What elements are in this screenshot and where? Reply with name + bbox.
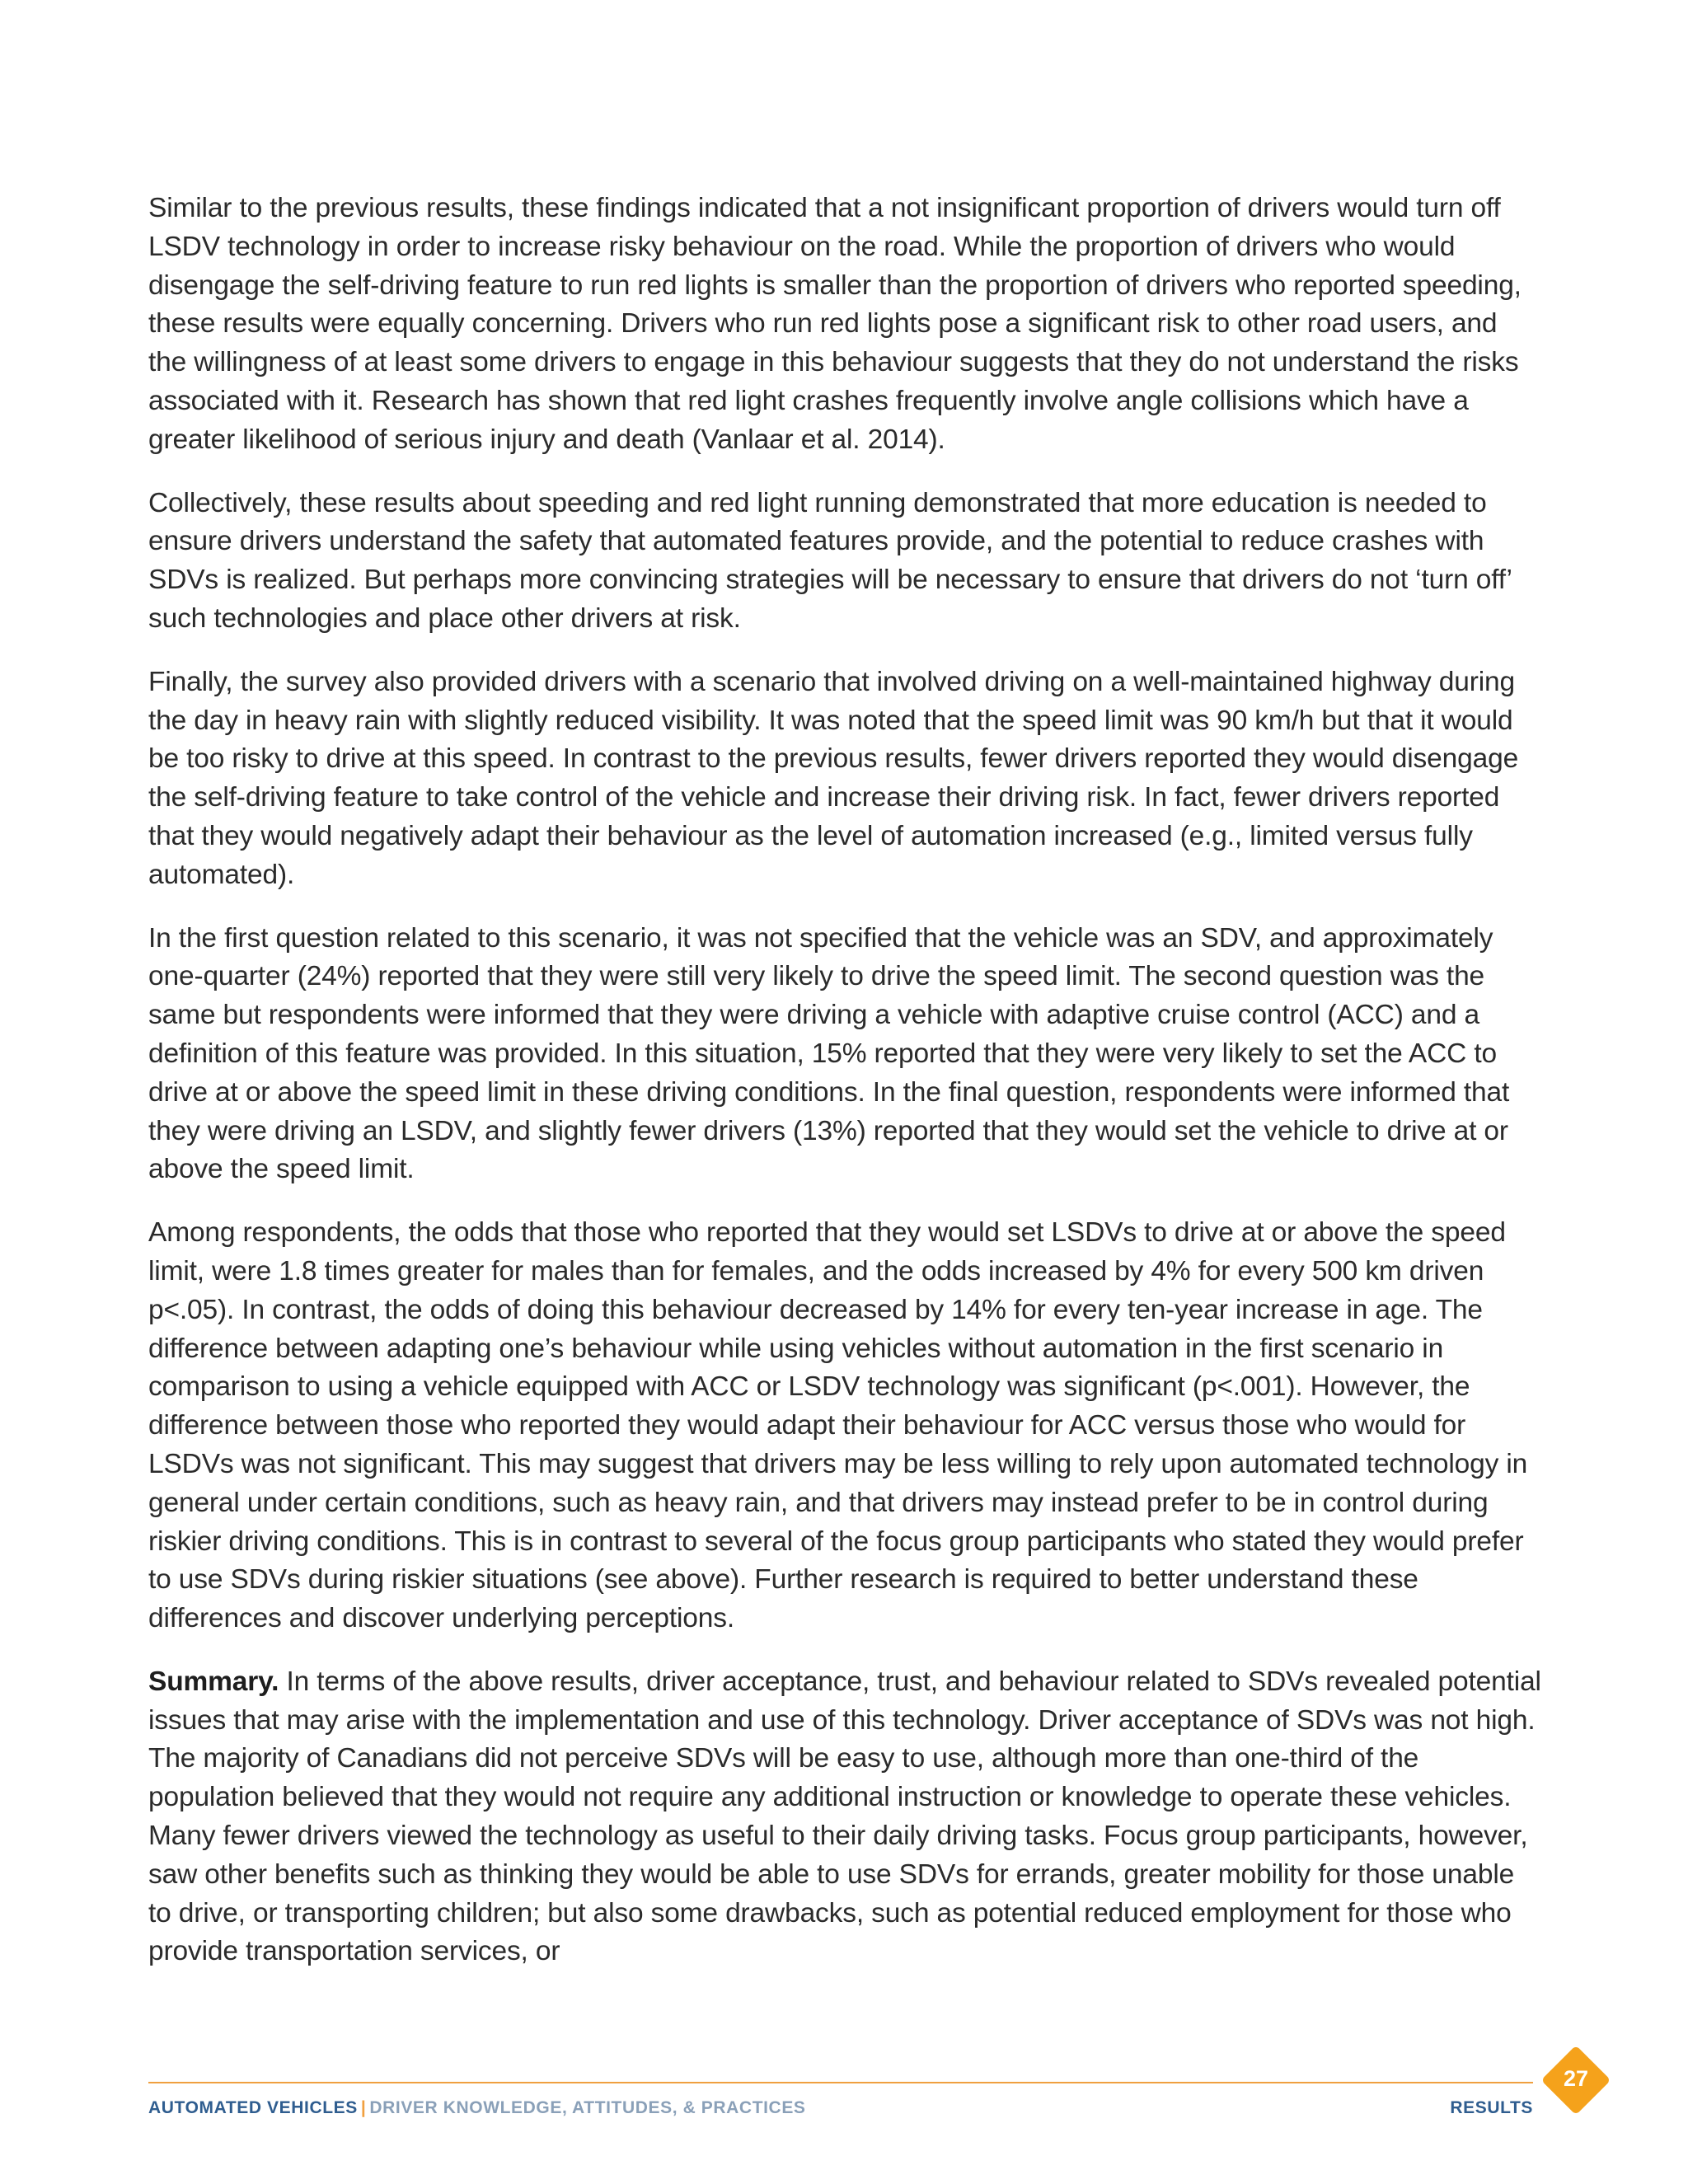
paragraph-heavy-rain-scenario: Finally, the survey also provided drivers with a scenario that involved driving on a well-maintained highway during the day in heavy rain with slightly reduced visibility. It was noted that the speed limit was 90 km/h but that it would be too risky to drive at this speed. In contrast to the previous results, fewer drivers reported they would disengage the self-driving feature to take control of the vehicle and increase their driving risk. In fact, fewer drivers reported that they would negatively adapt their behaviour as the level of automation increased (e.g., limited versus fully automated). [148,666,1519,890]
footer-brand: AUTOMATED VEHICLES [148,2098,358,2117]
paragraph-first-question: In the first question related to this scenario, it was not specified that the vehicle was an SDV, and approximately one-quarter (24%) reported that they were still very likely to drive the speed limit. The second question was the same but respondents were informed that they were driving a vehicle with adaptive cruise control (ACC) and a definition of this feature was provided. In this situation, 15% reported that they were very likely to set the ACC to drive at or above the speed limit in these driving conditions. In the final question, respondents were informed that they were driving an LSDV, and slightly fewer drivers (13%) reported that they would set the vehicle to drive at or above the speed limit. [148,922,1510,1185]
footer-separator: | [360,2098,367,2117]
summary-text: In terms of the above results, driver acceptance, trust, and behaviour related to SDVs revealed potential issues that may arise with the implementation and use of this technology. Driver acceptance of SDVs was not high. The majority of Canadians did not perceive SDVs will be easy to use, although more than one-third of the population believed that they would not require any additional instruction or knowledge to operate these vehicles. Many fewer drivers viewed the technology as useful to their daily driving tasks. Focus group participants, however, saw other benefits such as thinking they would be able to use SDVs for errands, greater mobility for those unable to drive, or transporting children; but also some drawbacks, such as potential reduced employment for those who provide transportation services, or [148,1666,1541,1967]
footer-subtitle: DRIVER KNOWLEDGE, ATTITUDES, & PRACTICES [369,2098,806,2117]
paragraph-red-light: Similar to the previous results, these findings indicated that a not insignificant proportion of drivers would turn off LSDV technology in order to increase risky behaviour on the road. While the proportion of drivers who would disengage the self-driving feature to run red lights is smaller than the proportion of drivers who reported speeding, these results were equally concerning. Drivers who run red lights pose a significant risk to other road users, and the willingness of at least some drivers to engage in this behaviour suggests that they do not understand the risks associated with it. Research has shown that red light crashes frequently involve angle collisions which have a greater likelihood of serious injury and death (Vanlaar et al. 2014). [148,193,1522,455]
paragraph-summary [148,1663,1541,1971]
paragraph-odds: Among respondents, the odds that those who reported that they would set LSDVs to drive at or above the speed limit, were 1.8 times greater for males than for females, and the odds increased by 4% for every 500 km driven p<.05). In contrast, the odds of doing this behaviour decreased by 14% for every ten-year increase in age. The difference between adapting one’s behaviour while using vehicles without automation in the first scenario in comparison to using a vehicle equipped with ACC or LSDV technology was significant (p<.001). However, the difference between those who reported they would adapt their behaviour for ACC versus those who would for LSDVs was not significant. This may suggest that drivers may be less willing to rely upon automated technology in general under certain conditions, such as heavy rain, and that drivers may instead prefer to be in control during riskier driving conditions. This is in contrast to several of the focus group participants who stated they would prefer to use SDVs during riskier situations (see above). Further research is required to better understand these differences and discover underlying perceptions. [148,1217,1528,1634]
paragraph-collectively: Collectively, these results about speeding and red light running demonstrated that more education is needed to ensure drivers understand the safety that automated features provide, and the potential to reduce crashes with SDVs is realized. But perhaps more convincing strategies will be necessary to ensure that drivers do not ‘turn off’ such technologies and place other drivers at risk. [148,487,1512,634]
body-text [148,190,1541,1996]
footer-running-title [148,2098,806,2118]
footer-section-label: RESULTS [1450,2098,1533,2117]
page-number: 27 [1563,2066,1589,2091]
footer-divider [148,2082,1533,2083]
summary-lead: Summary. [148,1666,279,1697]
